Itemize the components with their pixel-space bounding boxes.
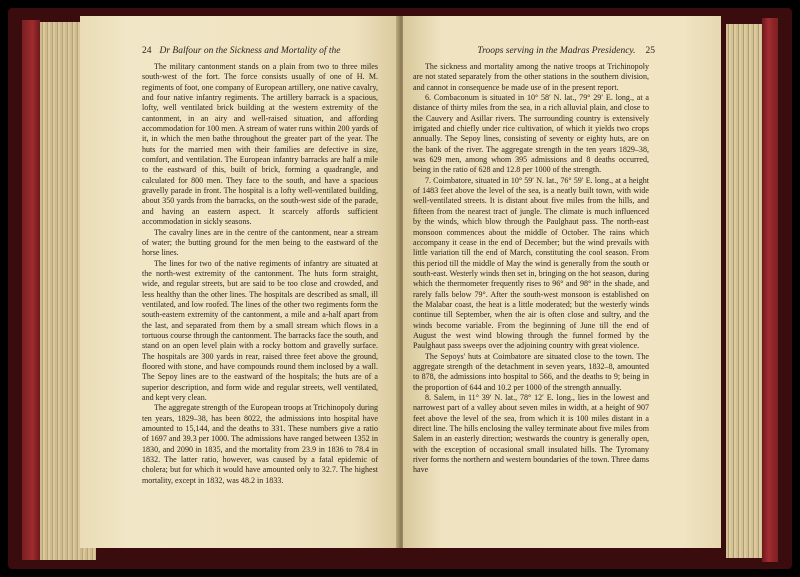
right-running-header [415,46,655,56]
right-page-number: 25 [645,46,655,56]
left-page-body [142,62,378,486]
paragraph: The lines for two of the native regiments of infantry are situated at the north-west extremity of the cantonment. The huts form straight, wide, and regular streets, but are said to be too close and crowded, and less healthy than the other lines. The hospitals are described as small, ill ventilated, and low roofed. The lines of the other two regiments form the south-eastern extremity of the cantonment, a mile and a-half apart from the last, and separated from them by a small stream which flows in a tortuous course through the cantonment. The barracks face the south, and stand on an open level plain with a rocky bottom and gravelly surface. The hospitals are 300 yards in rear, raised three feet above the ground, floored with stone, and have compounds round them inclosed by a wall. The Sepoy lines are to the eastward of the hospitals; the huts are of a superior description, and form wide and regular streets, well ventilated, and kept very clean. [142,258,378,402]
left-page-number: 24 [142,46,152,56]
left-header-title: Dr Balfour on the Sickness and Mortality of the [159,46,341,56]
left-page [80,16,400,548]
paragraph: The aggregate strength of the European troops at Trichinopoly during ten years, 1829–38, has been 8022, the admissions into hospital have amounted to 15,144, and the deaths to 331. These numbers give a ratio of 1697 and 39.3 per 1000. The admissions have ranged between 1352 in 1830, and 2090 in 1835, and the mortality from 23.9 in 1836 to 78.4 in 1832. The latter ratio, however, was caused by a fatal epidemic of cholera; but for which it would have amounted only to 32.7. The highest mortality, except in 1832, was 48.2 in 1833. [142,403,378,485]
paragraph: 6. Combaconum is situated in 10° 58′ N. lat., 79° 29′ E. long., at a distance of thirty miles from the sea, in a rich alluvial plain, and close to the Cauvery and Asillar rivers. The surrounding country is extensively irrigated and chiefly under rice cultivation, of which it yields two crops annually. The Sepoy lines, consisting of seventy or eighty huts, are on the bank of the river. The aggregate strength in the ten years 1829–38, was 629 men, among whom 395 admissions and 8 deaths occurred, being in the ratio of 628 and 12.8 per 1000 of the strength. [413,93,649,175]
left-cover-edge [22,20,40,560]
right-header-title: Troops serving in the Madras Presidency. [477,46,636,56]
right-page-body [413,62,649,476]
paragraph: 8. Salem, in 11° 39′ N. lat., 78° 12′ E. long., lies in the lowest and narrowest part of a valley about seven miles in width, at a height of 907 feet above the level of the sea, from which it is 100 miles distant in a direct line. The hills enclosing the valley terminate about five miles from Salem in an easterly direction; westwards the country is generally open, with the exception of occasional small insulated hills. The Tyromany river forms the northern and western boundaries of the town. Three dams have [413,393,649,475]
right-cover-edge [762,18,778,562]
left-running-header [142,46,382,56]
paragraph: The Sepoys' huts at Coimbatore are situated close to the town. The aggregate strength of the detachment in seven years, 1832–8, amounted to 878, the admissions into hospital to 566, and the deaths to 9; being in the proportion of 644 and 10.2 per 1000 of the strength annually. [413,351,649,392]
paragraph: The cavalry lines are in the centre of the cantonment, near a stream of water; the butting ground for the men being to the eastward of the horse lines. [142,227,378,258]
paragraph: The military cantonment stands on a plain from two to three miles south-west of the fort. The force consists usually of one of H. M. regiments of foot, one company of European artillery, one native cavalry, and four native infantry regiments. The artillery barrack is a spacious, lofty, well ventilated brick building at the western extremity of the cantonment, in an airy and well-raised situation, and affording accommodation for 100 men. A stream of water runs within 200 yards of it, in which the men bathe throughout the greater part of the year. The huts for the married men with their families are defective in size, comfort, and ventilation. The European infantry barracks are half a mile to the eastward of this, built of brick, forming a quadrangle, and calculated for 800 men. They face to the south, and have a spacious gravelly parade in front. The hospital is a lofty well-ventilated building, about 350 yards from the barracks, on the south-west side of the parade, and having an eastern aspect. It scarcely affords sufficient accommodation in sickly seasons. [142,62,378,227]
right-page [403,16,721,548]
paragraph: The sickness and mortality among the native troops at Trichinopoly are not stated separately from the other stations in the southern division, and cannot in consequence be made use of in the present report. [413,62,649,92]
paragraph: 7. Coimbatore, situated in 10° 59′ N. lat., 76° 59′ E. long., at a height of 1483 feet above the level of the sea, is a neatly built town, with wide well-ventilated streets. It is distant about five miles from the hills, and fifteen from the nearest tract of jungle. The climate is much influenced by the winds, which blow through the Paulghaut pass. The north-east monsoon commences about the middle of October. The rains which accompany it cease in the end of December; but the wind prevails with little variation till the end of March, constituting the cool season. From this period till the middle of May the wind is generally from the south or south-east. Westerly winds then set in, bringing on the hot season, during which the thermometer frequently rises to 96° and 98° in the shade, and rarely falls below 79°. After the south-west monsoon is established on the Malabar coast, the heat is a little moderated; but the westerly winds continue till September, when the air is often close and sultry, and the winds become variable. From the beginning of June till the end of August the west wind blowing through the funnel formed by the Paulghaut pass sweeps over the adjoining country with great violence. [413,175,649,351]
